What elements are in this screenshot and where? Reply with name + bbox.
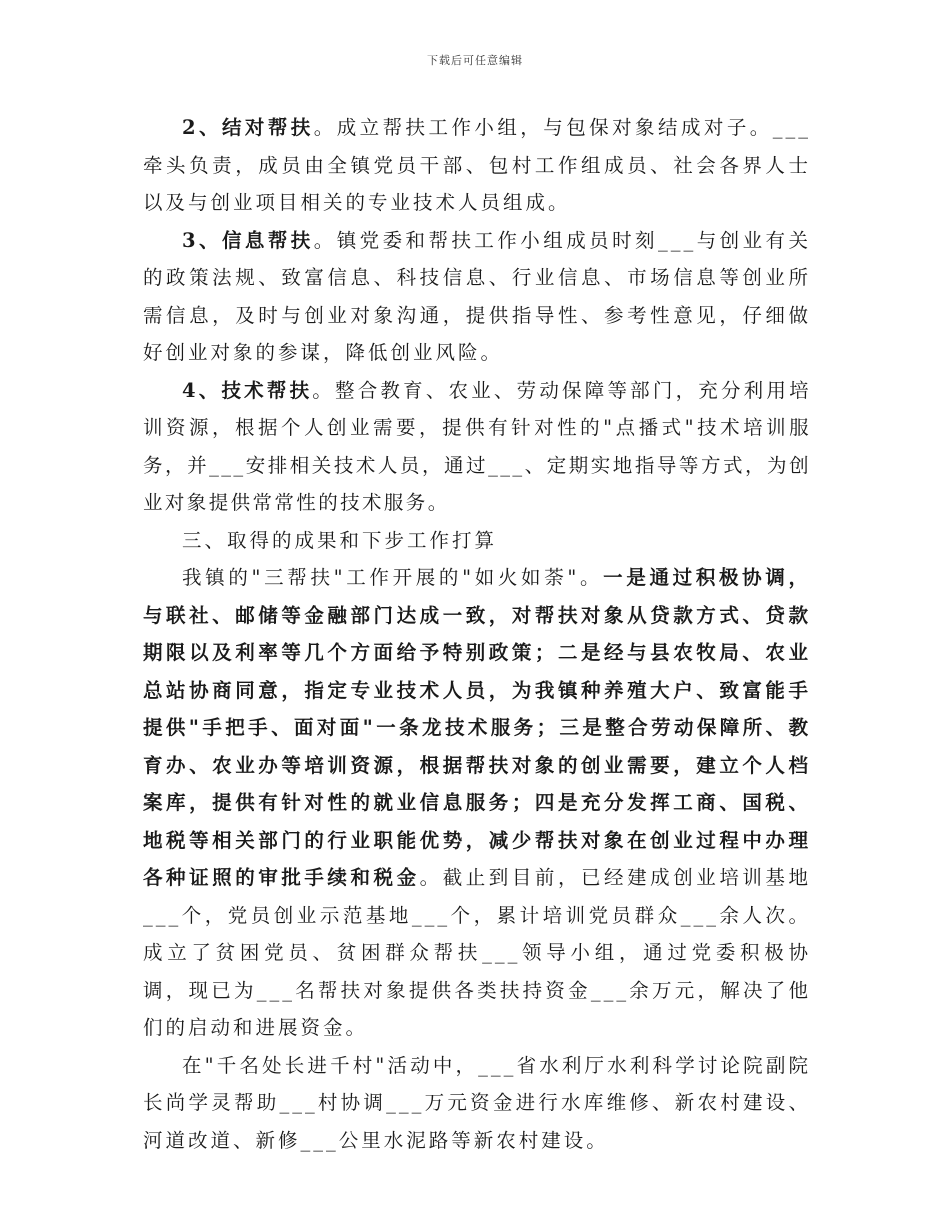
paragraph-lead: 4、技术帮扶 bbox=[182, 378, 313, 402]
paragraph-text: 。镇党委和帮扶工作小组成员时刻___与创业有关的政策法规、致富信息、科技信息、行业信息、市场信息等创业所需信息，及时与创业对象沟通，提供指导性、参考性意见，仔细做好创业对象的参谋，降低创业风险。 bbox=[143, 228, 811, 364]
paragraph-information-assistance bbox=[143, 222, 811, 372]
results-rest: 。截止到目前，已经建成创业培训基地___个，党员创业示范基地___个，累计培训党员群众___余人次。成立了贫困党员、贫困群众帮扶___领导小组，通过党委积极协调，现已为___名帮扶对象提供各类扶持资金___余万元，解决了他们的启动和进展资金。 bbox=[143, 866, 811, 1039]
paragraph-technical-assistance bbox=[143, 372, 811, 522]
section-heading: 三、取得的成果和下步工作打算 bbox=[182, 528, 498, 552]
results-intro: 我镇的"三帮扶"工作开展的"如火如荼"。 bbox=[182, 566, 604, 589]
document-body bbox=[143, 109, 811, 1159]
page-header: 下载后可任意编辑 bbox=[427, 54, 523, 67]
paragraph-pairing-assistance bbox=[143, 109, 811, 222]
paragraph-lead: 2、结对帮扶 bbox=[182, 116, 314, 139]
paragraph-text: 。成立帮扶工作小组，与包保对象结成对子。___牵头负责，成员由全镇党员干部、包村工作组成员、社会各界人士以及与创业项目相关的专业技术人员组成。 bbox=[143, 116, 811, 214]
paragraph-closing: 在"千名处长进千村"活动中，___省水利厅水利科学讨论院副院长尚学灵帮助___村协调___万元资金进行水库维修、新农村建设、河道改道、新修___公里水泥路等新农村建设。 bbox=[143, 1053, 811, 1152]
paragraph-results bbox=[143, 559, 811, 1047]
paragraph-text: 。整合教育、农业、劳动保障等部门，充分利用培训资源，根据个人创业需要，提供有针对性的"点播式"技术培训服务，并___安排相关技术人员，通过___、定期实地指导等方式，为创业对象提供常常性的技术服务。 bbox=[143, 378, 811, 514]
paragraph-lead: 3、信息帮扶 bbox=[182, 228, 314, 252]
results-bold-text: 一是通过积极协调，与联社、邮储等金融部门达成一致，对帮扶对象从贷款方式、贷款期限以及利率等几个方面给予特别政策；二是经与县农牧局、农业总站协商同意，指定专业技术人员，为我镇种养殖大户、致富能手提供"手把手、面对面"一条龙技术服务；三是整合劳动保障所、教育办、农业办等培训资源，根据帮扶对象的创业需要，建立个人档案库，提供有针对性的就业信息服务；四是充分发挥工商、国税、地税等相关部门的行业职能优势，减少帮扶对象在创业过程中办理各种证照的审批手续和税金 bbox=[143, 566, 811, 889]
